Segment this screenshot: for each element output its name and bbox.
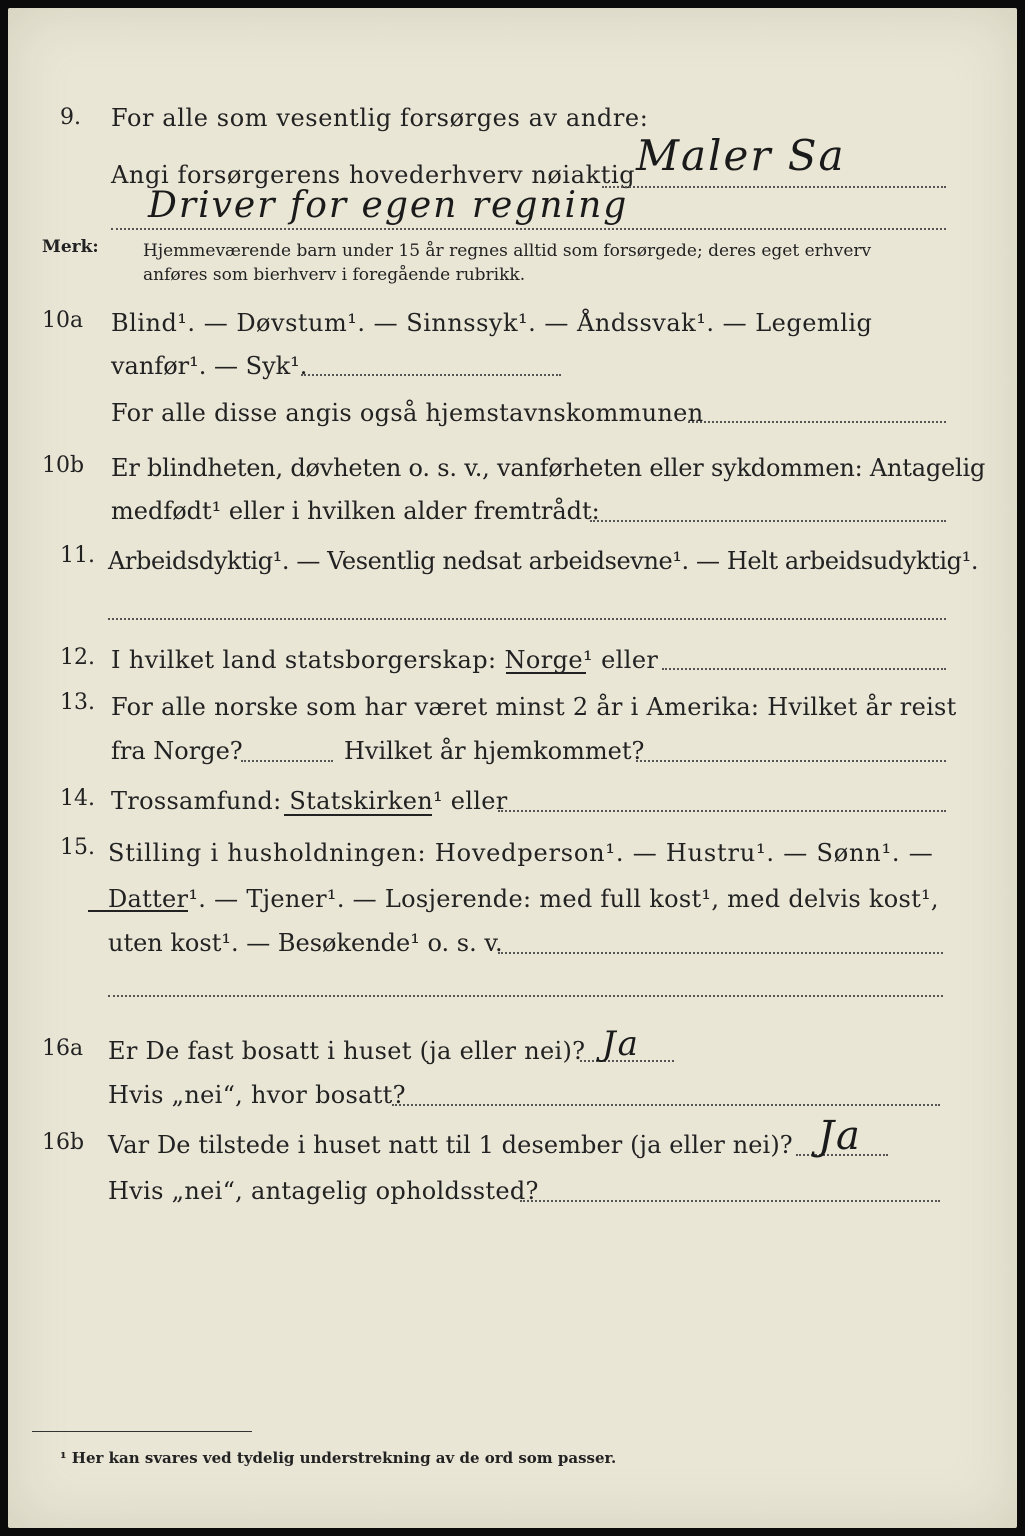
- q12-norge-underline: [506, 672, 586, 674]
- q13-line2a: fra Norge?: [111, 737, 243, 765]
- q11-line1: Arbeidsdyktig¹. — Vesentlig nedsat arbeidsevne¹. — Helt arbeidsudyktig¹.: [108, 547, 979, 575]
- q15-line3: uten kost¹. — Besøkende¹ o. s. v.: [108, 929, 503, 957]
- q11-number: 11.: [60, 543, 95, 568]
- q16b-opholdssted-field: [520, 1200, 940, 1202]
- merk-label: Merk:: [42, 237, 99, 257]
- q15-line2: Datter¹. — Tjener¹. — Losjerende: med full kost¹, med delvis kost¹,: [108, 885, 939, 913]
- q12-field: [662, 668, 946, 670]
- q9-number: 9.: [60, 105, 81, 130]
- q16a-line1: Er De fast bosatt i huset (ja eller nei)?: [108, 1037, 586, 1065]
- q9-handwritten-answer1: Maler Sa: [636, 131, 846, 180]
- q14-line1: Trossamfund: Statskirken¹ eller: [111, 787, 508, 815]
- q16a-handwritten-answer: Ja: [602, 1024, 640, 1064]
- q16b-line1: Var De tilstede i huset natt til 1 desember (ja eller nei)?: [108, 1131, 793, 1159]
- footnote: ¹ Her kan svares ved tydelig understrekning av de ord som passer.: [60, 1449, 617, 1467]
- q9-answer-line: [602, 186, 946, 188]
- q15-number: 15.: [60, 835, 95, 860]
- q10b-field: [590, 520, 946, 522]
- merk-line2: anføres som bierhverv i foregående rubrikk.: [143, 265, 526, 285]
- q10b-line1: Er blindheten, døvheten o. s. v., vanførheten eller sykdommen: Antagelig: [111, 454, 986, 482]
- q9-answer-line2: [111, 228, 946, 230]
- q15-datter-underline: [88, 910, 188, 912]
- q16b-line2: Hvis „nei“, antagelig opholdssted?: [108, 1177, 539, 1205]
- q15-field2: [108, 995, 943, 997]
- census-form-page: [8, 8, 1017, 1528]
- q14-number: 14.: [60, 786, 95, 811]
- q10a-line3-field: [688, 421, 946, 423]
- q9-line1: For alle som vesentlig forsørges av andre:: [111, 104, 649, 132]
- q16a-line2: Hvis „nei“, hvor bosatt?: [108, 1081, 406, 1109]
- merk-line1: Hjemmeværende barn under 15 år regnes alltid som forsørgede; deres eget erhverv: [143, 241, 872, 261]
- q10a-line3: For alle disse angis også hjemstavnskommunen: [111, 399, 704, 427]
- q12-number: 12.: [60, 645, 95, 670]
- q12-line1: I hvilket land statsborgerskap: Norge¹ eller: [111, 646, 659, 674]
- q13-line1: For alle norske som har været minst 2 år i Amerika: Hvilket år reist: [111, 693, 957, 721]
- q10b-line2: medfødt¹ eller i hvilken alder fremtrådt:: [111, 497, 600, 525]
- q13-reist-field: [241, 760, 333, 762]
- q9-handwritten-answer2: Driver for egen regning: [148, 185, 629, 226]
- q13-number: 13.: [60, 690, 95, 715]
- q10a-line1: Blind¹. — Døvstum¹. — Sinnssyk¹. — Åndssvak¹. — Legemlig: [111, 309, 873, 337]
- q13-hjemkommet-field: [636, 760, 946, 762]
- q16a-number: 16a: [42, 1036, 84, 1061]
- q14-field: [498, 810, 946, 812]
- q16b-number: 16b: [42, 1130, 85, 1155]
- q9-line2: Angi forsørgerens hovederhverv nøiaktig: [111, 161, 636, 189]
- q10a-line2: vanfør¹. — Syk¹.: [111, 352, 308, 380]
- q15-line1: Stilling i husholdningen: Hovedperson¹. — Hustru¹. — Sønn¹. —: [108, 839, 934, 867]
- footnote-rule: [32, 1431, 252, 1432]
- q13-line2b: Hvilket år hjemkommet?: [344, 737, 645, 765]
- q15-field1: [498, 952, 943, 954]
- q14-statskirken-underline: [284, 814, 432, 816]
- q10b-number: 10b: [42, 453, 85, 478]
- q11-field: [108, 618, 946, 620]
- q16a-bosatt-field: [392, 1104, 940, 1106]
- q16b-handwritten-answer: Ja: [818, 1113, 862, 1159]
- q10a-line2-field: [301, 374, 561, 376]
- q10a-number: 10a: [42, 308, 84, 333]
